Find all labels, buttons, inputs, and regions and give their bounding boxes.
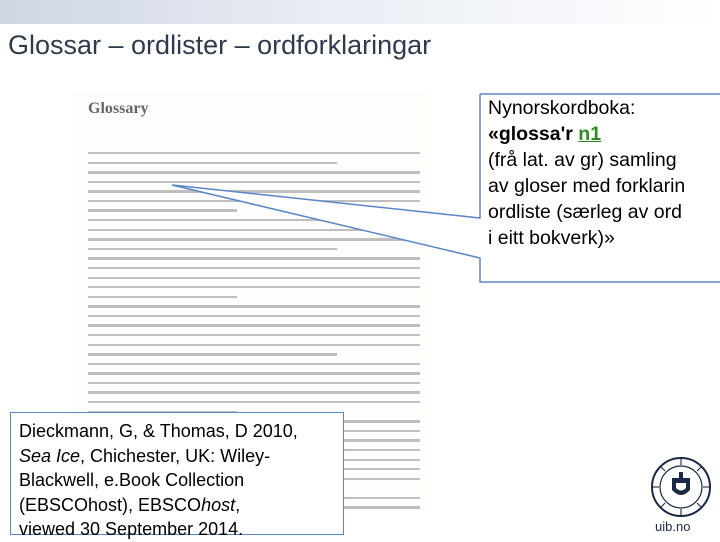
citation-line: Sea Ice, Chichester, UK: Wiley- [19, 445, 271, 466]
definition-line: i eitt bokverk)» [488, 227, 615, 249]
citation-line: Blackwell, e.Book Collection [19, 470, 245, 490]
definition-line: (frå lat. av gr) samling [488, 149, 677, 171]
callout-headword: «glossa'r [488, 123, 573, 145]
citation-line: (EBSCOhost), EBSCOhost, [19, 494, 241, 515]
citation-line: Dieckmann, G, & Thomas, D 2010, [19, 421, 298, 441]
definition-line: av gloser med forklarin [488, 175, 686, 197]
slide-title: Glossar – ordlister – ordforklaringar [8, 30, 432, 60]
citation-book-title: Sea Ice [19, 445, 81, 466]
dictionary-callout [488, 95, 720, 251]
citation-box [10, 412, 344, 539]
callout-source: Nynorskordboka: [488, 97, 636, 119]
grammar-code-link[interactable]: n1 [578, 123, 602, 145]
glossary-heading: Glossary [88, 100, 149, 117]
university-seal-icon [650, 456, 712, 518]
citation-line: viewed 30 September 2014. [19, 519, 244, 539]
definition-line: ordliste (særleg av ord [488, 201, 682, 223]
uib-logo-text: uib.no [655, 519, 691, 534]
